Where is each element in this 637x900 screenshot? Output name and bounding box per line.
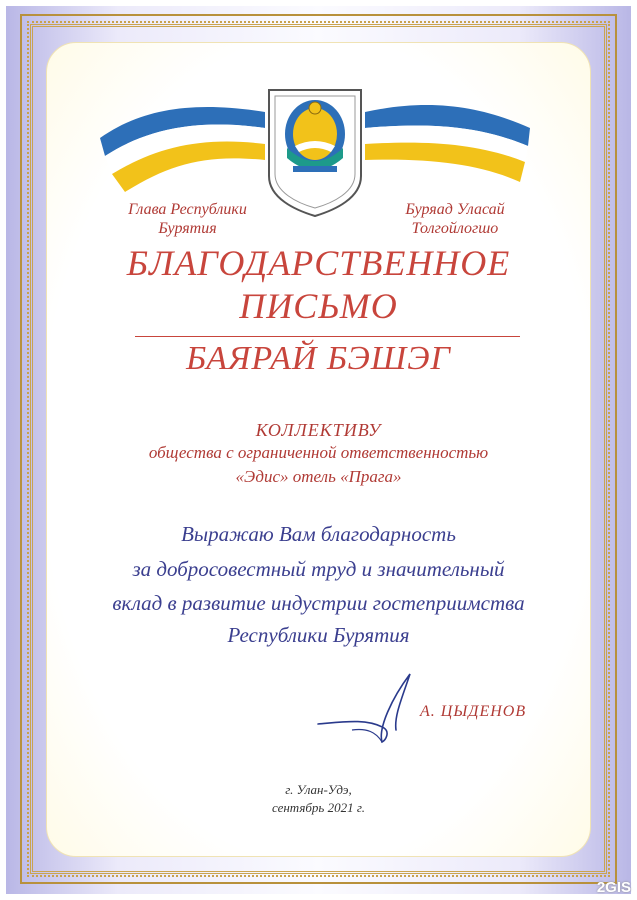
addressee-line: «Эдис» отель «Прага» — [235, 467, 402, 486]
place-date: сентябрь 2021 г. — [271, 800, 365, 815]
title-divider — [135, 336, 520, 337]
issuer-title-russian — [105, 200, 270, 238]
document-title-line1: БЛАГОДАРСТВЕННОЕ — [126, 243, 511, 283]
body-line: Выражаю Вам благодарность — [181, 522, 456, 546]
issuer-line: Толгойлогшо — [411, 220, 499, 237]
issuer-line: Бурятия — [158, 220, 217, 237]
watermark-logo: 2GIS — [596, 879, 631, 896]
coat-of-arms-emblem — [265, 86, 365, 218]
body-line: Республики Бурятия — [227, 623, 410, 647]
body-line: за добросовестный труд и значительный — [132, 557, 505, 581]
body-line: вклад в развитие индустрии гостеприимства — [112, 591, 525, 615]
addressee-line: общества с ограниченной ответственностью — [148, 443, 489, 462]
signer-name: А. ЦЫДЕНОВ — [420, 703, 527, 720]
addressee-heading: КОЛЛЕКТИВУ — [255, 420, 382, 440]
issuer-line: Глава Республики — [128, 201, 247, 218]
handwritten-signature — [312, 668, 422, 750]
document-title-line2: ПИСЬМО — [239, 286, 398, 326]
issuer-title-buryat — [375, 200, 535, 238]
document-subtitle: БАЯРАЙ БЭШЭГ — [186, 340, 451, 377]
issuer-line: Буряад Уласай — [405, 201, 505, 218]
place-city: г. Улан-Удэ, — [285, 782, 352, 797]
